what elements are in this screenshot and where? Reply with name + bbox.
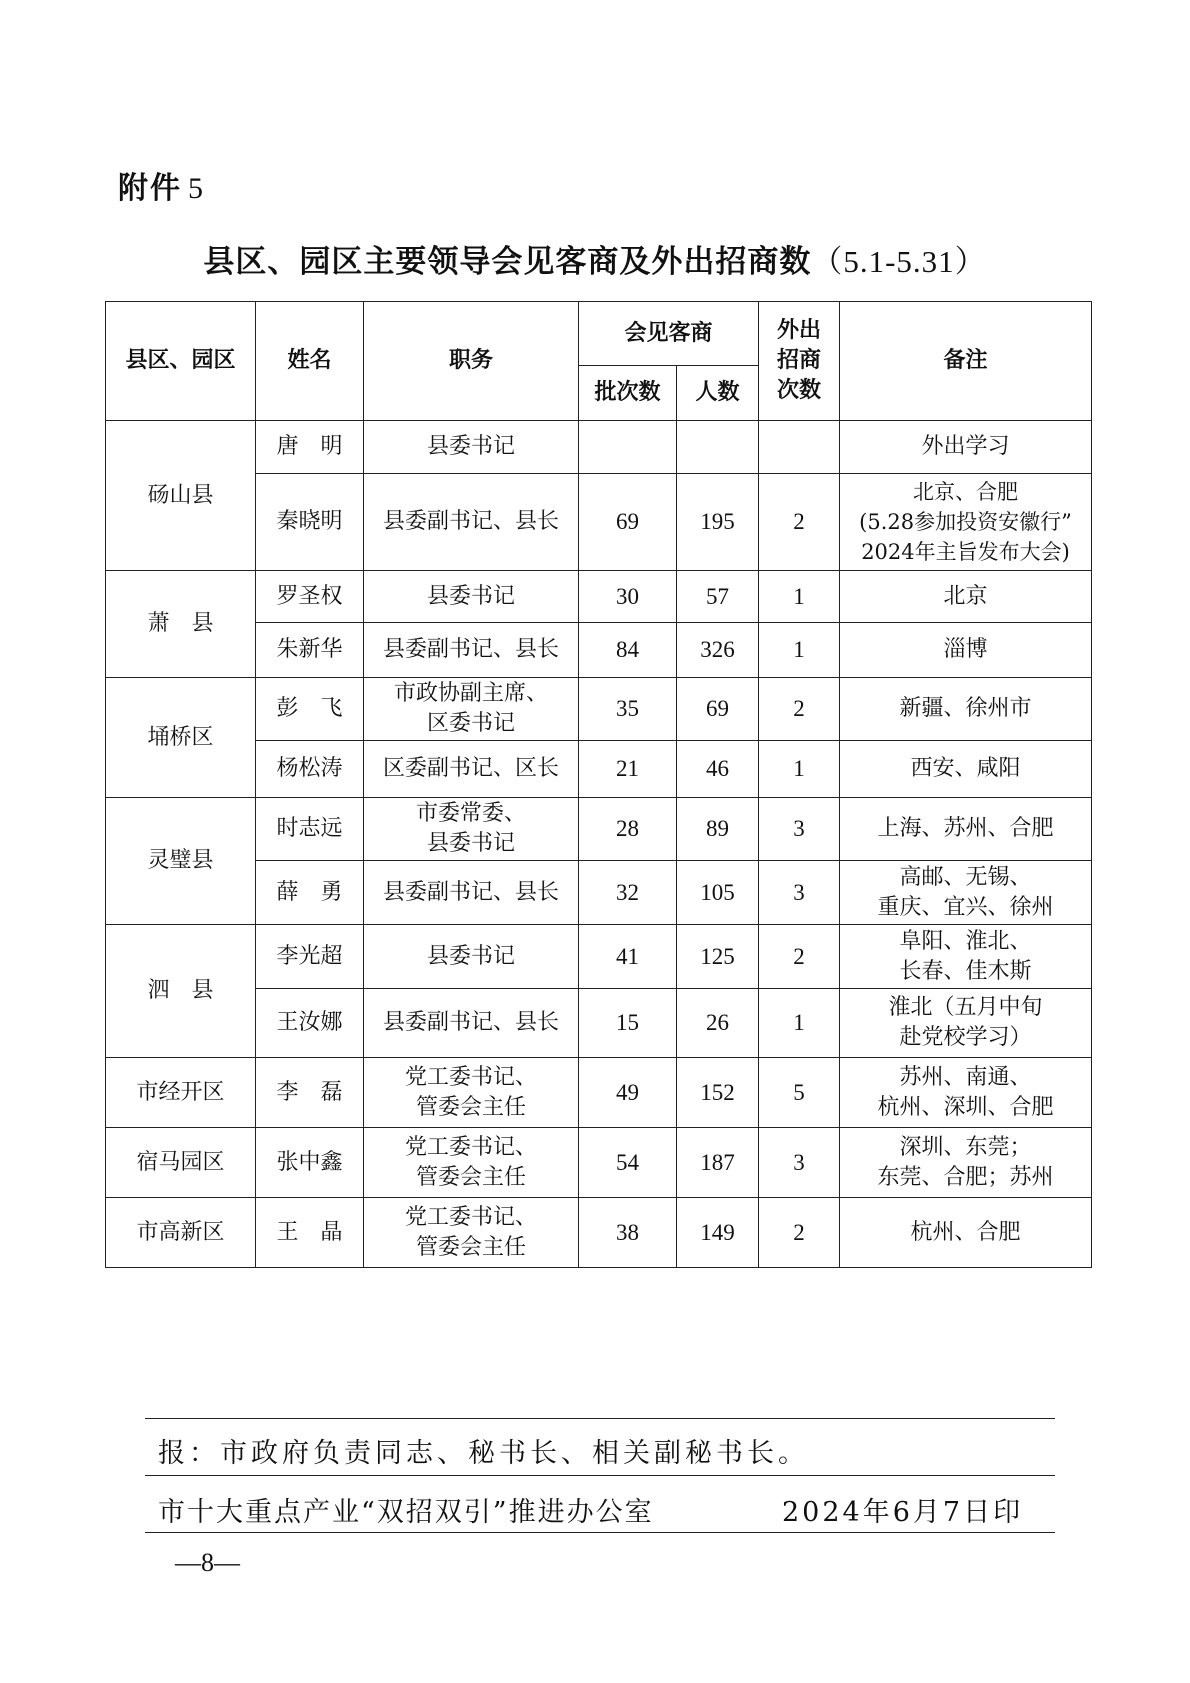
footer-divider-middle — [145, 1475, 1055, 1476]
batches-cell: 21 — [579, 741, 677, 798]
table-row — [106, 1198, 1092, 1268]
table-body — [106, 421, 1092, 1268]
batches-cell: 49 — [579, 1058, 677, 1128]
position-cell: 市政协副主席、 区委书记 — [364, 678, 579, 741]
document-title — [0, 236, 1190, 281]
position-cell: 党工委书记、 管委会主任 — [364, 1128, 579, 1198]
outbound-cell: 3 — [759, 1128, 840, 1198]
people-cell: 89 — [677, 798, 759, 861]
name-cell: 彭 飞 — [256, 678, 364, 741]
district-cell: 埇桥区 — [106, 678, 256, 798]
report-recipients: 报：市政府负责同志、秘书长、相关副秘书长。 — [158, 1438, 809, 1469]
name-cell: 王汝娜 — [256, 989, 364, 1058]
remarks-cell: 外出学习 — [840, 421, 1092, 474]
outbound-cell: 1 — [759, 623, 840, 678]
outbound-cell: 5 — [759, 1058, 840, 1128]
header-name: 姓名 — [256, 302, 364, 421]
batches-cell: 35 — [579, 678, 677, 741]
name-cell: 薛 勇 — [256, 861, 364, 925]
table-row — [106, 421, 1092, 474]
attachment-number: 5 — [188, 172, 205, 205]
people-cell: 69 — [677, 678, 759, 741]
people-cell: 105 — [677, 861, 759, 925]
batches-cell: 28 — [579, 798, 677, 861]
batches-cell: 32 — [579, 861, 677, 925]
title-text: 县区、园区主要领导会见客商及外出招商数 — [203, 244, 812, 280]
title-date-range: （5.1-5.31） — [811, 244, 987, 279]
issuing-office: 市十大重点产业“双招双引”推进办公室 — [158, 1497, 654, 1528]
table-header — [106, 302, 1092, 421]
position-cell: 党工委书记、 管委会主任 — [364, 1198, 579, 1268]
name-cell: 时志远 — [256, 798, 364, 861]
people-cell: 149 — [677, 1198, 759, 1268]
people-cell: 195 — [677, 474, 759, 571]
name-cell: 秦晓明 — [256, 474, 364, 571]
district-cell: 宿马园区 — [106, 1128, 256, 1198]
table-row — [106, 571, 1092, 623]
position-cell: 县委书记 — [364, 925, 579, 989]
remarks-cell: 高邮、无锡、 重庆、宜兴、徐州 — [840, 861, 1092, 925]
people-cell: 26 — [677, 989, 759, 1058]
name-cell: 唐 明 — [256, 421, 364, 474]
remarks-cell: 杭州、合肥 — [840, 1198, 1092, 1268]
table-row — [106, 1128, 1092, 1198]
remarks-cell: 新疆、徐州市 — [840, 678, 1092, 741]
outbound-cell: 3 — [759, 798, 840, 861]
batches-cell: 41 — [579, 925, 677, 989]
district-cell: 市经开区 — [106, 1058, 256, 1128]
name-cell: 罗圣权 — [256, 571, 364, 623]
people-cell: 57 — [677, 571, 759, 623]
outbound-cell: 1 — [759, 571, 840, 623]
district-cell: 萧 县 — [106, 571, 256, 678]
position-cell: 区委副书记、区长 — [364, 741, 579, 798]
outbound-cell: 1 — [759, 989, 840, 1058]
attachment-word: 附件 — [118, 171, 182, 206]
position-cell: 市委常委、 县委书记 — [364, 798, 579, 861]
remarks-cell: 西安、咸阳 — [840, 741, 1092, 798]
people-cell: 125 — [677, 925, 759, 989]
header-meet-group: 会见客商 — [579, 302, 759, 366]
outbound-cell: 3 — [759, 861, 840, 925]
attachment-label — [118, 163, 205, 207]
remarks-cell: 深圳、东莞； 东莞、合肥；苏州 — [840, 1128, 1092, 1198]
outbound-cell: 1 — [759, 741, 840, 798]
position-cell: 县委书记 — [364, 421, 579, 474]
batches-cell: 30 — [579, 571, 677, 623]
issue-date: 2024年6月7日印 — [782, 1497, 1024, 1528]
header-remarks: 备注 — [840, 302, 1092, 421]
header-batches: 批次数 — [579, 366, 677, 421]
outbound-cell: 2 — [759, 925, 840, 989]
name-cell: 王 晶 — [256, 1198, 364, 1268]
district-cell: 市高新区 — [106, 1198, 256, 1268]
remarks-cell: 苏州、南通、 杭州、深圳、合肥 — [840, 1058, 1092, 1128]
people-cell: 326 — [677, 623, 759, 678]
table-row — [106, 678, 1092, 741]
remarks-cell: 北京、合肥 (5.28参加投资安徽行” 2024年主旨发布大会) — [840, 474, 1092, 571]
remarks-cell: 淮北（五月中旬 赴党校学习） — [840, 989, 1092, 1058]
position-cell: 县委副书记、县长 — [364, 474, 579, 571]
outbound-cell: 2 — [759, 474, 840, 571]
batches-cell: 54 — [579, 1128, 677, 1198]
position-cell: 县委副书记、县长 — [364, 861, 579, 925]
batches-cell: 69 — [579, 474, 677, 571]
batches-cell: 15 — [579, 989, 677, 1058]
name-cell: 李光超 — [256, 925, 364, 989]
position-cell: 县委书记 — [364, 571, 579, 623]
page-number: —8— — [175, 1548, 240, 1577]
table-row — [106, 925, 1092, 989]
remarks-cell: 上海、苏州、合肥 — [840, 798, 1092, 861]
district-cell: 砀山县 — [106, 421, 256, 571]
outbound-cell — [759, 421, 840, 474]
people-cell: 46 — [677, 741, 759, 798]
outbound-cell: 2 — [759, 678, 840, 741]
name-cell: 李 磊 — [256, 1058, 364, 1128]
name-cell: 朱新华 — [256, 623, 364, 678]
position-cell: 县委副书记、县长 — [364, 989, 579, 1058]
batches-cell: 38 — [579, 1198, 677, 1268]
name-cell: 张中鑫 — [256, 1128, 364, 1198]
header-people: 人数 — [677, 366, 759, 421]
footer-divider-top — [145, 1418, 1055, 1419]
district-cell: 灵璧县 — [106, 798, 256, 925]
batches-cell — [579, 421, 677, 474]
header-position: 职务 — [364, 302, 579, 421]
people-cell — [677, 421, 759, 474]
position-cell: 县委副书记、县长 — [364, 623, 579, 678]
batches-cell: 84 — [579, 623, 677, 678]
district-cell: 泗 县 — [106, 925, 256, 1058]
statistics-table — [105, 301, 1092, 1268]
header-district: 县区、园区 — [106, 302, 256, 421]
table-row — [106, 1058, 1092, 1128]
position-cell: 党工委书记、 管委会主任 — [364, 1058, 579, 1128]
people-cell: 187 — [677, 1128, 759, 1198]
people-cell: 152 — [677, 1058, 759, 1128]
table-row — [106, 798, 1092, 861]
remarks-cell: 淄博 — [840, 623, 1092, 678]
remarks-cell: 北京 — [840, 571, 1092, 623]
header-outbound: 外出 招商 次数 — [759, 302, 840, 421]
remarks-cell: 阜阳、淮北、 长春、佳木斯 — [840, 925, 1092, 989]
footer-divider-bottom — [145, 1532, 1055, 1533]
name-cell: 杨松涛 — [256, 741, 364, 798]
outbound-cell: 2 — [759, 1198, 840, 1268]
